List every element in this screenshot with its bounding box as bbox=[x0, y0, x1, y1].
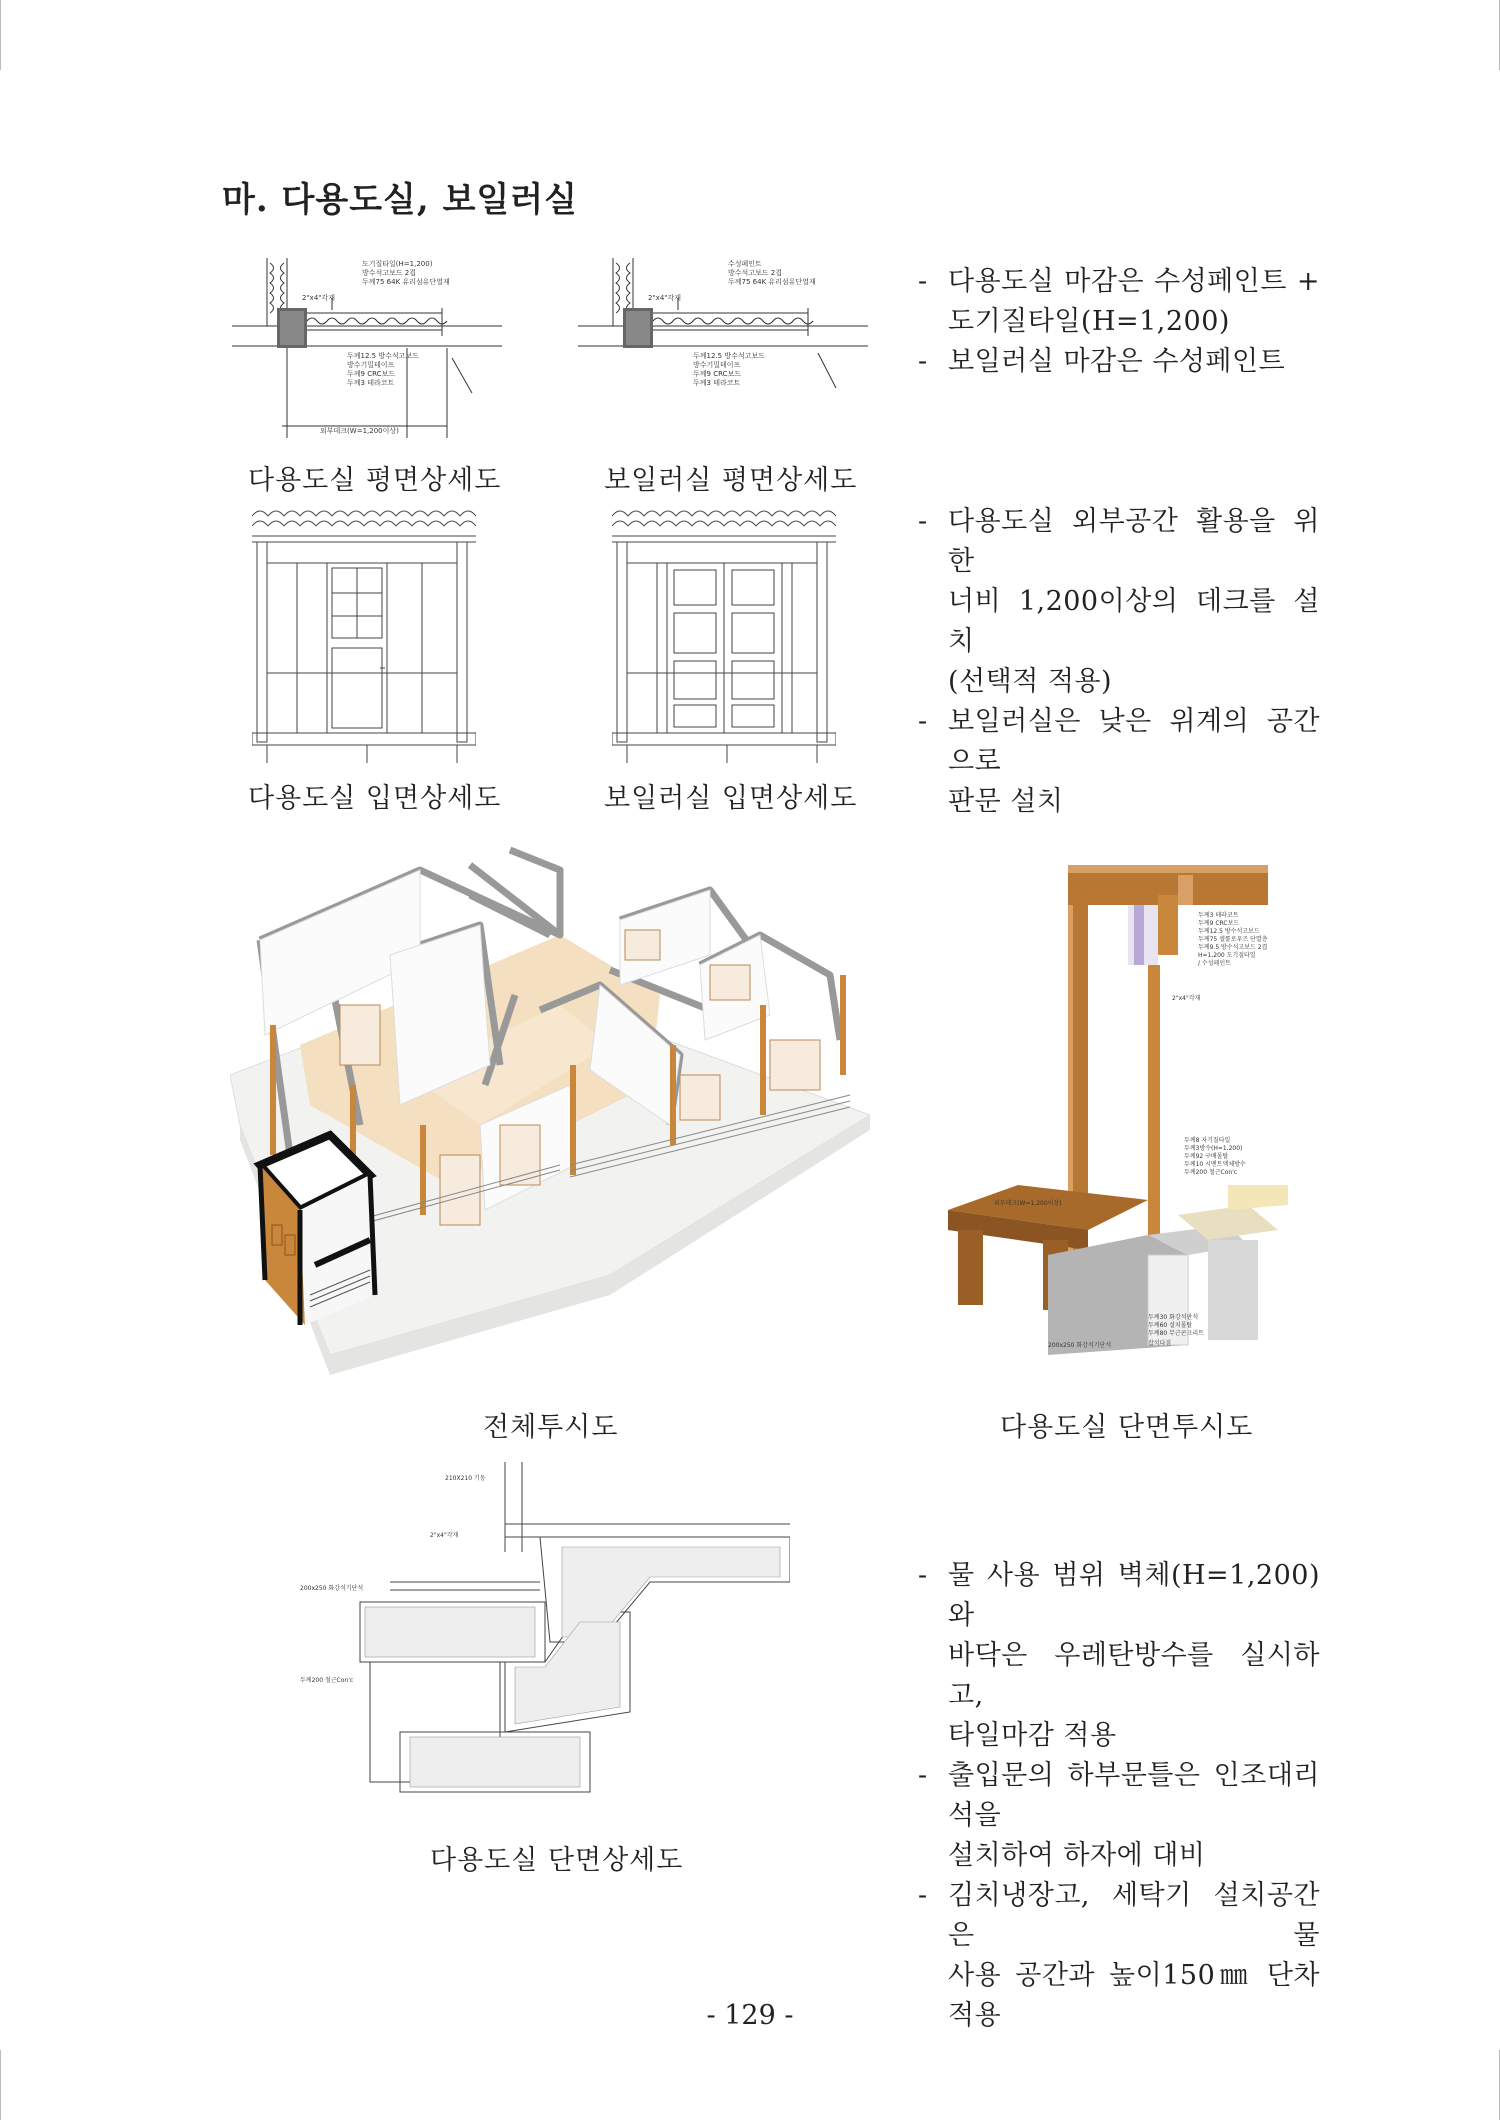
note-item bbox=[918, 1716, 1320, 1756]
plan-label: 두께9 CRC보드 bbox=[693, 370, 742, 378]
svg-text:210X210 기둥: 210X210 기둥 bbox=[445, 1475, 486, 1482]
note-item: - 물 사용 범위 벽체(H=1,200)와 bbox=[918, 1556, 1320, 1636]
plan-label: 방수석고보드 2겹 bbox=[362, 269, 417, 277]
section-label: 두께9.5 방수석고보드 2겹 bbox=[1198, 944, 1268, 951]
note-item: - 다용도실 마감은 수성페인트 + bbox=[918, 262, 1320, 302]
section-label: / 수성페인트 bbox=[1198, 960, 1231, 967]
section-label: 두께9 CRC보드 bbox=[1198, 920, 1240, 927]
caption-boiler-elevation: 보일러실 입면상세도 bbox=[604, 783, 858, 814]
caption-utility-section-perspective: 다용도실 단면투시도 bbox=[1000, 1412, 1254, 1443]
plan-label: 2"x4"각재 bbox=[302, 294, 336, 302]
note-line: 다용도실 마감은 수성페인트 + bbox=[948, 266, 1320, 297]
plan-label: 방수기밀테이프 bbox=[347, 361, 395, 369]
section-label: 두께3 테라코트 bbox=[1198, 912, 1239, 919]
plan-label: 두께12.5 방수석고보드 bbox=[347, 352, 419, 360]
plan-label: 두께3 테라코트 bbox=[347, 379, 395, 387]
plan-label: 두께3 테라코트 bbox=[693, 379, 741, 387]
svg-text:2"x4"각재: 2"x4"각재 bbox=[430, 1532, 459, 1539]
note-item: - 다용도실 외부공간 활용을 위한 bbox=[918, 502, 1320, 582]
plan-label: 도기질타일(H=1,200) bbox=[362, 260, 433, 268]
section-label: 두께200 철근Con'c bbox=[1184, 1169, 1238, 1176]
utility-elevation-drawing bbox=[252, 508, 476, 763]
notes-deck-door bbox=[918, 502, 1320, 822]
section-label: 2"x4"각재 bbox=[1172, 995, 1201, 1002]
note-item: - 김치냉장고, 세탁기 설치공간은 물 bbox=[918, 1876, 1320, 1956]
section-label: 두께8 자기질타일 bbox=[1184, 1137, 1231, 1144]
caption-utility-section-detail: 다용도실 단면상세도 bbox=[430, 1845, 684, 1876]
section-label: 두께75 셀룰로우즈 단열층 bbox=[1198, 936, 1268, 943]
section-label: 잡석다짐 bbox=[1148, 1340, 1172, 1347]
caption-utility-elevation: 다용도실 입면상세도 bbox=[248, 783, 502, 814]
utility-plan-drawing bbox=[232, 258, 502, 448]
crop-mark bbox=[0, 2050, 1, 2120]
plan-label: 방수석고보드 2겹 bbox=[728, 269, 783, 277]
note-line: 타일마감 적용 bbox=[948, 1720, 1117, 1751]
note-item bbox=[918, 1836, 1320, 1876]
note-item bbox=[918, 582, 1320, 662]
note-line: 바닥은 우레탄방수를 실시하고, bbox=[948, 1640, 1320, 1711]
note-line: 보일러실은 낮은 위계의 공간으로 bbox=[948, 706, 1320, 777]
note-line: 출입문의 하부문틀은 인조대리석을 bbox=[948, 1760, 1320, 1831]
utility-section-detail-drawing bbox=[300, 1462, 790, 1812]
boiler-elevation-drawing bbox=[612, 508, 836, 763]
section-label: 두께12.5 방수석고보드 bbox=[1198, 928, 1260, 935]
note-item bbox=[918, 662, 1320, 702]
section-label: 두께80 무근콘크리트 bbox=[1148, 1330, 1204, 1337]
svg-text:200x250 화강석기단석: 200x250 화강석기단석 bbox=[300, 1585, 364, 1592]
crop-mark bbox=[0, 0, 1, 70]
note-line: 너비 1,200이상의 데크를 설치 bbox=[948, 586, 1320, 657]
notes-waterproofing bbox=[918, 1556, 1320, 2036]
section-label: 두께92 구배몰탈 bbox=[1184, 1153, 1229, 1160]
svg-text:두께200 철근Con'c: 두께200 철근Con'c bbox=[300, 1677, 354, 1684]
page-number: - 129 - bbox=[706, 2000, 794, 2031]
note-line: 도기질타일(H=1,200) bbox=[948, 306, 1230, 337]
note-line: 물 사용 범위 벽체(H=1,200)와 bbox=[948, 1560, 1320, 1631]
note-item: - 보일러실 마감은 수성페인트 bbox=[918, 342, 1320, 382]
caption-boiler-plan: 보일러실 평면상세도 bbox=[604, 465, 858, 496]
section-label: 외부데크(W=1,200이상) bbox=[994, 1200, 1062, 1207]
note-line: 다용도실 외부공간 활용을 위한 bbox=[948, 506, 1320, 577]
note-line: 판문 설치 bbox=[948, 786, 1064, 817]
overall-perspective-render bbox=[230, 825, 870, 1375]
note-item: - 보일러실은 낮은 위계의 공간으로 bbox=[918, 702, 1320, 782]
plan-label: 외부데크(W=1,200이상) bbox=[320, 427, 399, 435]
plan-label: 2"x4"각재 bbox=[648, 294, 682, 302]
section-label: 두께60 설치몰탈 bbox=[1148, 1322, 1193, 1329]
section-label: 두께10 시멘트액체방수 bbox=[1184, 1161, 1246, 1168]
note-line: 사용 공간과 높이150㎜ 단차 적용 bbox=[948, 1960, 1320, 2031]
plan-label: 방수기밀테이프 bbox=[693, 361, 741, 369]
caption-utility-plan: 다용도실 평면상세도 bbox=[248, 465, 502, 496]
plan-label: 두께75 64K 유리섬유단열재 bbox=[728, 278, 816, 286]
plan-label: 두께12.5 방수석고보드 bbox=[693, 352, 765, 360]
notes-finishes bbox=[918, 262, 1320, 382]
note-line: (선택적 적용) bbox=[948, 666, 1113, 697]
note-item bbox=[918, 782, 1320, 822]
plan-label: 수성페인트 bbox=[728, 260, 762, 268]
section-label: H=1,200 도기질타일 bbox=[1198, 952, 1256, 959]
plan-label: 두께9 CRC보드 bbox=[347, 370, 396, 378]
section-label: 200x250 화강석기단석 bbox=[1048, 1342, 1112, 1349]
section-label: 두께30 화강석판석 bbox=[1148, 1314, 1199, 1321]
plan-label: 두께75 64K 유리섬유단열재 bbox=[362, 278, 450, 286]
utility-section-perspective-render bbox=[948, 855, 1348, 1355]
note-line: 김치냉장고, 세탁기 설치공간은 물 bbox=[948, 1880, 1320, 1951]
boiler-plan-drawing bbox=[578, 258, 868, 408]
note-item bbox=[918, 1636, 1320, 1716]
note-line: 보일러실 마감은 수성페인트 bbox=[948, 346, 1286, 377]
section-label: 두께3방수(H=1,200) bbox=[1184, 1145, 1243, 1152]
section-title: 마. 다용도실, 보일러실 bbox=[222, 180, 578, 220]
note-item: - 출입문의 하부문틀은 인조대리석을 bbox=[918, 1756, 1320, 1836]
caption-overall-perspective: 전체투시도 bbox=[483, 1412, 619, 1443]
note-line: 설치하여 하자에 대비 bbox=[948, 1840, 1206, 1871]
note-item bbox=[918, 302, 1320, 342]
